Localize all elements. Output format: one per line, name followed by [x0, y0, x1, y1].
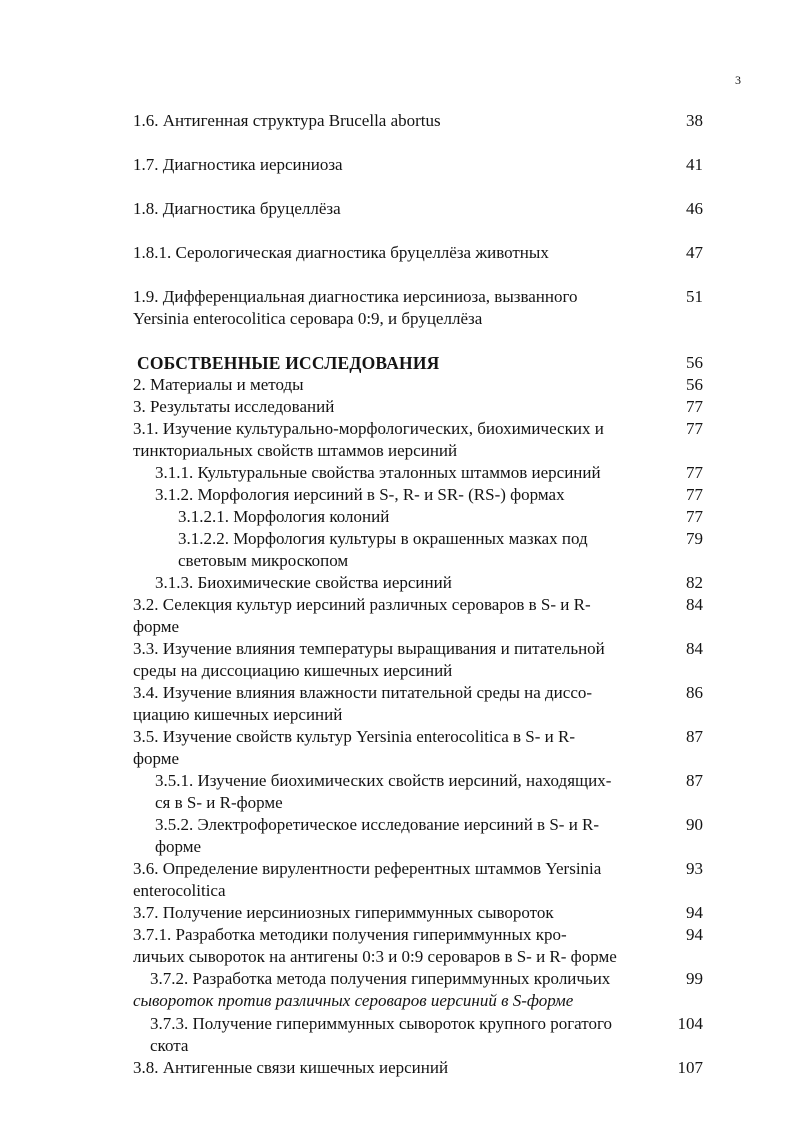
toc-entry-page: 41 — [686, 155, 703, 174]
toc-entry-page: 56 — [686, 375, 703, 394]
toc-entry-title: 3.1. Изучение культурально-морфологических, биохимических и тинкториальных свойств штаммов иерсиний — [133, 419, 604, 460]
toc-entry-title: 3.8. Антигенные связи кишечных иерсиний — [133, 1058, 449, 1077]
toc-entry-page: 93 — [686, 859, 703, 878]
toc-entry-title: 3.1.2. Морфология иерсиний в S-, R- и SR- (RS-) формах — [155, 485, 565, 504]
toc-entry-page: 86 — [686, 683, 703, 702]
toc-entry-title: 2. Материалы и методы — [133, 375, 304, 394]
toc-entry-title: 3.1.1. Культуральные свойства эталонных штаммов иерсиний — [155, 463, 601, 482]
toc-entry-page: 77 — [686, 485, 703, 504]
page-number: 3 — [735, 73, 741, 87]
toc-entry-title: 3.5.1. Изучение биохимических свойств иерсиний, находящих- ся в S- и R-форме — [155, 771, 612, 812]
toc-entry-page: 38 — [686, 111, 703, 130]
toc-entry-title: 3.1.2.2. Морфология культуры в окрашенных мазках под световым микроскопом — [178, 529, 588, 570]
toc-entry-title: 3.7.2. Разработка метода получения гипериммунных кроличьих — [150, 969, 611, 988]
toc-entry-page: 84 — [686, 639, 703, 658]
toc-entry-title: 1.9. Дифференциальная диагностика иерсиниоза, вызванного Yersinia enterocolitica серовара 0:9, и бруцеллёза — [133, 287, 578, 328]
toc-entry-title: 1.6. Антигенная структура Brucella abortus — [133, 111, 441, 130]
toc-entry-title: 3.7. Получение иерсиниозных гипериммунных сывороток — [133, 903, 554, 922]
toc-entry-title: 3.3. Изучение влияния температуры выращивания и питательной среды на диссоциацию кишечных иерсиний — [133, 639, 605, 680]
toc-entry-title: 3.7.3. Получение гипериммунных сывороток крупного рогатого скота — [150, 1014, 613, 1055]
toc-entry-page: 47 — [686, 243, 703, 262]
toc-entry-title: 3.1.3. Биохимические свойства иерсиний — [155, 573, 452, 592]
toc-entry-page: 82 — [686, 573, 703, 592]
toc-entry-page: 107 — [677, 1058, 703, 1077]
toc-entry-page: 77 — [686, 419, 703, 438]
toc-entry-page: 84 — [686, 595, 703, 614]
toc-entry-page: 90 — [686, 815, 703, 834]
toc-entry-title: СОБСТВЕННЫЕ ИССЛЕДОВАНИЯ — [137, 353, 440, 373]
toc-entry-title: 3.5.2. Электрофоретическое исследование иерсиний в S- и R- форме — [155, 815, 600, 856]
toc-entry-page: 56 — [686, 353, 703, 372]
toc-entry-title: 3.1.2.1. Морфология колоний — [178, 507, 390, 526]
toc-entry-page: 79 — [686, 529, 703, 548]
toc-entry-page: 94 — [686, 925, 703, 944]
toc-entry-page: 94 — [686, 903, 703, 922]
toc-entry-title-continuation: сывороток против различных сероваров иерсиний в S-форме — [133, 991, 574, 1010]
toc-entry-page: 77 — [686, 397, 703, 416]
toc-entry-title: 1.8.1. Серологическая диагностика бруцеллёза животных — [133, 243, 549, 262]
toc-entry-title: 3. Результаты исследований — [133, 397, 335, 416]
toc-entry-title: 3.7.1. Разработка методики получения гипериммунных кро- личьих сывороток на антигены 0:3 и 0:9 сероваров в S- и R- форме — [133, 925, 617, 966]
toc-entry-page: 87 — [686, 727, 703, 746]
toc-entry-title: 1.7. Диагностика иерсиниоза — [133, 155, 343, 174]
toc-entry-page: 77 — [686, 463, 703, 482]
toc-entry-page: 87 — [686, 771, 703, 790]
toc-entry-page: 51 — [686, 287, 703, 306]
toc-entry-page: 99 — [686, 969, 703, 988]
toc-entry-title: 3.4. Изучение влияния влажности питательной среды на диссо- циацию кишечных иерсиний — [133, 683, 593, 724]
toc-entry-page: 104 — [677, 1014, 703, 1033]
toc-entry-title: 3.5. Изучение свойств культур Yersinia enterocolitica в S- и R- форме — [133, 727, 575, 768]
toc-entry-title: 3.6. Определение вирулентности референтных штаммов Yersinia enterocolitica — [133, 859, 602, 900]
toc-entry-page: 77 — [686, 507, 703, 526]
toc-entry-title: 1.8. Диагностика бруцеллёза — [133, 199, 341, 218]
toc-entry-title: 3.2. Селекция культур иерсиний различных сероваров в S- и R- форме — [133, 595, 591, 636]
toc-entry-page: 46 — [686, 199, 703, 218]
